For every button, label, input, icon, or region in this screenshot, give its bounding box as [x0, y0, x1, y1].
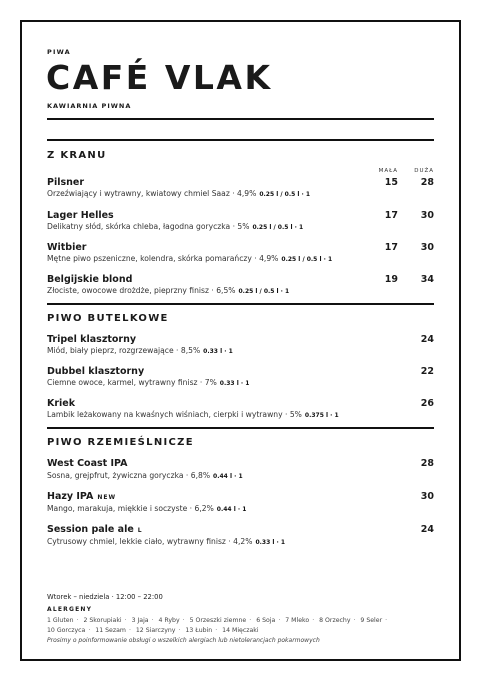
allergen-item: 8 Orzechy [319, 617, 351, 624]
allergen-list: 1 Gluten · 2 Skorupiaki · 3 Jaja · 4 Ryby · 5 Orzeszki ziemne · 6 Soja · 7 Mleko · 8 Orzechy · 9 Seler · 10 Gorczyca · 11 Sezam · 12 Siarczyny · 13 Łubin · 14 Mięczaki [47, 617, 388, 634]
price-large: 28 [420, 177, 434, 188]
menu-item [47, 458, 434, 482]
item-desc-text: Lambik leżakowany na kwaśnych wiśniach, cierpki i wytrawny · 5% [47, 410, 302, 419]
item-name-text: Hazy IPA [47, 491, 94, 502]
allergen-item: 3 Jaja [131, 617, 149, 624]
item-price: 22 [420, 366, 434, 377]
section-divider-bottled [47, 303, 434, 305]
item-tag-new: NEW [97, 494, 117, 501]
size-header [47, 168, 434, 177]
item-name: Tripel klasztorny [47, 334, 137, 345]
menu-item [47, 334, 434, 357]
allergen-item: 13 Łubin [185, 626, 213, 634]
size-small-label: MAŁA [378, 168, 398, 174]
item-price: 26 [420, 398, 434, 409]
menu-item [47, 398, 434, 421]
item-name: Kriek [47, 398, 76, 409]
item-desc-text: Miód, biały pieprz, rozgrzewające · 8,5% [47, 346, 201, 355]
menu-frame [20, 20, 461, 661]
section-title-craft: PIWO RZEMIEŚLNICZE [47, 437, 194, 448]
item-name: Witbier [47, 242, 87, 253]
item-volume: 0.375 l · 1 [304, 412, 339, 419]
item-description [47, 254, 434, 265]
price-small: 15 [384, 177, 398, 188]
item-description [47, 189, 434, 200]
section-title-draft: Z KRANU [47, 150, 107, 161]
allergen-item: 5 Orzeszki ziemne [189, 617, 247, 624]
menu-item [47, 242, 434, 265]
menu-item [47, 274, 434, 297]
menu-content [47, 48, 434, 645]
item-volume: 0.25 l / 0.5 l · 1 [259, 191, 311, 198]
item-price: 24 [420, 524, 434, 535]
item-name-text: West Coast IPA [47, 458, 128, 469]
item-desc-text: Złociste, owocowe drożdże, pieprzny finisz · 6,5% [47, 286, 236, 295]
item-description [47, 537, 434, 548]
menu-item [47, 491, 434, 515]
item-description [47, 471, 434, 482]
price-small: 17 [384, 210, 398, 221]
price-large: 34 [420, 274, 434, 285]
item-volume: 0.25 l / 0.5 l · 1 [238, 288, 290, 295]
item-description [47, 346, 434, 357]
item-description [47, 504, 434, 515]
allergen-item: 2 Skorupiaki [83, 617, 122, 624]
menu-item [47, 210, 434, 233]
allergen-item: 11 Sezam [95, 626, 126, 634]
allergen-item: 4 Ryby [158, 617, 180, 624]
item-name [47, 524, 434, 537]
price-small: 17 [384, 242, 398, 253]
header-divider [47, 118, 434, 120]
opening-hours: Wtorek – niedziela · 12:00 – 22:00 [47, 593, 163, 601]
item-name-text: Session pale ale [47, 524, 134, 535]
section-divider-craft [47, 427, 434, 429]
allergen-item: 10 Gorczyca [47, 626, 86, 634]
item-name: Lager Helles [47, 210, 114, 221]
item-volume: 0.44 l · 1 [213, 473, 243, 480]
section-divider-draft [47, 139, 434, 141]
cafe-title: CAFÉ VLAK [46, 58, 273, 97]
item-volume: 0.44 l · 1 [216, 506, 247, 513]
menu-item [47, 524, 434, 548]
item-volume: 0.25 l / 0.5 l · 1 [252, 224, 304, 231]
item-volume: 0.33 l · 1 [219, 380, 250, 387]
size-large-label: DUŻA [414, 168, 434, 174]
item-desc-text: Mango, marakuja, miękkie i soczyste · 6,2% [47, 504, 214, 513]
item-description [47, 378, 434, 389]
item-price: 30 [420, 491, 434, 502]
item-description [47, 286, 434, 297]
allergen-item: 1 Gluten [47, 617, 74, 624]
item-volume: 0.33 l · 1 [255, 539, 286, 546]
item-desc-text: Sosna, grejpfrut, żywiczna goryczka · 6,8% [47, 471, 211, 480]
item-price: 28 [420, 458, 434, 469]
allergy-note: Prosimy o poinformowanie obsługi o wszelkich alergiach lub nietolerancjach pokarmowych [47, 637, 320, 644]
price-small: 19 [384, 274, 398, 285]
item-desc-text: Ciemne owoce, karmel, wytrawny finisz · 7% [47, 378, 217, 387]
menu-item [47, 177, 434, 200]
item-volume: 0.33 l · 1 [203, 348, 233, 355]
section-title-bottled: PIWO BUTELKOWE [47, 313, 169, 324]
item-volume: 0.25 l / 0.5 l · 1 [281, 256, 333, 263]
menu-item [47, 366, 434, 389]
item-description [47, 222, 434, 233]
item-name [47, 458, 434, 471]
item-name: Dubbel klasztorny [47, 366, 145, 377]
allergen-item: 7 Mleko [285, 617, 310, 624]
item-price: 24 [420, 334, 434, 345]
allergen-item: 9 Seler [360, 617, 383, 624]
item-desc-text: Delikatny słód, skórka chleba, łagodna goryczka · 5% [47, 222, 250, 231]
item-tag-l: L [137, 527, 143, 534]
price-large: 30 [420, 242, 434, 253]
item-name: Belgijskie blond [47, 274, 133, 285]
item-name: Pilsner [47, 177, 85, 188]
cafe-subtitle: KAWIARNIA PIWNA [47, 102, 132, 110]
allergen-item: 6 Soja [256, 617, 276, 624]
allergen-item: 14 Mięczaki [222, 626, 259, 634]
item-name [47, 491, 434, 504]
item-desc-text: Cytrusowy chmiel, lekkie ciało, wytrawny finisz · 4,2% [47, 537, 253, 546]
allergens-title: ALERGENY [47, 606, 93, 613]
item-desc-text: Orzeźwiający i wytrawny, kwiatowy chmiel Saaz · 4,9% [47, 189, 257, 198]
item-description [47, 410, 434, 421]
item-desc-text: Mętne piwo pszeniczne, kolendra, skórka pomarańczy · 4,9% [47, 254, 279, 263]
price-large: 30 [420, 210, 434, 221]
allergen-item: 12 Siarczyny [135, 626, 176, 634]
header-eyebrow: PIWA [47, 48, 71, 56]
